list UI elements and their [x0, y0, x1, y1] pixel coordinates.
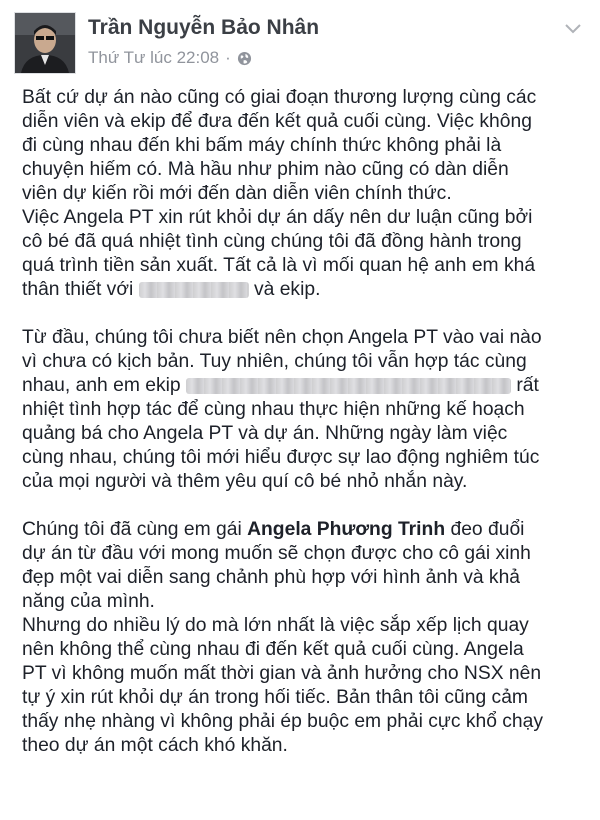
tagged-name[interactable]: Angela Phương Trinh: [247, 519, 446, 540]
post-text-line: [22, 206, 594, 230]
text-segment: vì chưa có kịch bản. Tuy nhiên, chúng tôi vẫn hợp tác cùng: [22, 351, 527, 372]
post-text-line: [22, 230, 594, 254]
post-text-line: [22, 278, 594, 302]
post-text-line: [22, 710, 594, 734]
post-text-line: [22, 182, 594, 206]
post-text-line: [22, 350, 594, 374]
text-segment: thấy nhẹ nhàng vì không phải ép buộc em phải cực khổ chạy: [22, 711, 543, 732]
avatar[interactable]: [14, 12, 76, 74]
paragraph-gap: [22, 302, 594, 326]
post-text-line: [22, 422, 594, 446]
text-segment: chuyện hiếm có. Mà hầu như phim nào cũng có dàn diễn: [22, 159, 509, 180]
post-text-line: [22, 158, 594, 182]
post-text-line: [22, 326, 594, 350]
text-segment: đi cùng nhau đến khi bấm máy chính thức không phải là: [22, 135, 502, 156]
author-name[interactable]: Trần Nguyễn Bảo Nhân: [88, 16, 320, 39]
text-segment: rất: [511, 375, 539, 396]
text-segment: cùng nhau, chúng tôi mới hiểu được sự lao động nghiêm túc: [22, 447, 540, 468]
post-text-line: [22, 686, 594, 710]
redacted-name: [139, 282, 249, 298]
post-text-line: [22, 254, 594, 278]
globe-icon[interactable]: [237, 51, 252, 66]
post-text-line: [22, 614, 594, 638]
text-segment: PT vì không muốn mất thời gian và ảnh hưởng cho NSX nên: [22, 663, 542, 684]
post-text-line: [22, 590, 594, 614]
text-segment: đeo đuổi: [445, 519, 525, 540]
text-segment: cô bé đã quá nhiệt tình cùng chúng tôi đã đồng hành trong: [22, 231, 522, 252]
text-segment: nhiệt tình hợp tác để cùng nhau thực hiện những kế hoạch: [22, 399, 525, 420]
text-segment: Bất cứ dự án nào cũng có giai đoạn thương lượng cùng các: [22, 87, 537, 108]
post-text-line: [22, 734, 594, 758]
text-segment: của mọi người và thêm yêu quí cô bé nhỏ nhắn này.: [22, 471, 468, 492]
text-segment: thân thiết với: [22, 279, 139, 300]
text-segment: Nhưng do nhiều lý do mà lớn nhất là việc sắp xếp lịch quay: [22, 615, 529, 636]
text-segment: quảng bá cho Angela PT và dự án. Những ngày làm việc: [22, 423, 508, 444]
post-text-line: [22, 542, 594, 566]
post-meta: [88, 48, 252, 68]
text-segment: Chúng tôi đã cùng em gái: [22, 519, 248, 540]
text-segment: năng của mình.: [22, 591, 155, 612]
text-segment: nên không thể cùng nhau đi đến kết quả cuối cùng. Angela: [22, 639, 524, 660]
post-text-line: [22, 110, 594, 134]
chevron-down-icon[interactable]: [564, 22, 582, 34]
post-text-line: [22, 86, 594, 110]
meta-separator: ·: [225, 48, 231, 67]
text-segment: theo dự án một cách khó khăn.: [22, 735, 288, 756]
text-segment: và ekip.: [248, 279, 321, 300]
text-segment: tự ý xin rút khỏi dự án trong hối tiếc. Bản thân tôi cũng cảm: [22, 687, 528, 708]
text-segment: viên dự kiến rồi mới đến dàn diễn viên chính thức.: [22, 183, 452, 204]
redacted-name: [186, 378, 511, 394]
post-text-line: [22, 566, 594, 590]
text-segment: nhau, anh em ekip: [22, 375, 187, 396]
post-text-line: [22, 398, 594, 422]
post-text-line: [22, 518, 594, 542]
text-segment: Từ đầu, chúng tôi chưa biết nên chọn Angela PT vào vai nào: [22, 327, 542, 348]
post-text-line: [22, 638, 594, 662]
post-text-line: [22, 662, 594, 686]
post-text-line: [22, 374, 594, 398]
post-text-line: [22, 446, 594, 470]
text-segment: Việc Angela PT xin rút khỏi dự án dấy nên dư luận cũng bởi: [22, 207, 533, 228]
post-text-line: [22, 470, 594, 494]
text-segment: quá trình tiền sản xuất. Tất cả là vì mối quan hệ anh em khá: [22, 255, 536, 276]
post-body: [22, 86, 594, 758]
text-segment: dự án từ đầu với mong muốn sẽ chọn được cho cô gái xinh: [22, 543, 531, 564]
text-segment: đẹp một vai diễn sang chảnh phù hợp với hình ảnh và khả: [22, 567, 521, 588]
text-segment: diễn viên và ekip để đưa đến kết quả cuối cùng. Việc không: [22, 111, 532, 132]
post-text-line: [22, 134, 594, 158]
avatar-image-icon: [15, 13, 75, 73]
post-header: [14, 12, 586, 76]
paragraph-gap: [22, 494, 594, 518]
post-timestamp[interactable]: Thứ Tư lúc 22:08: [88, 48, 220, 67]
